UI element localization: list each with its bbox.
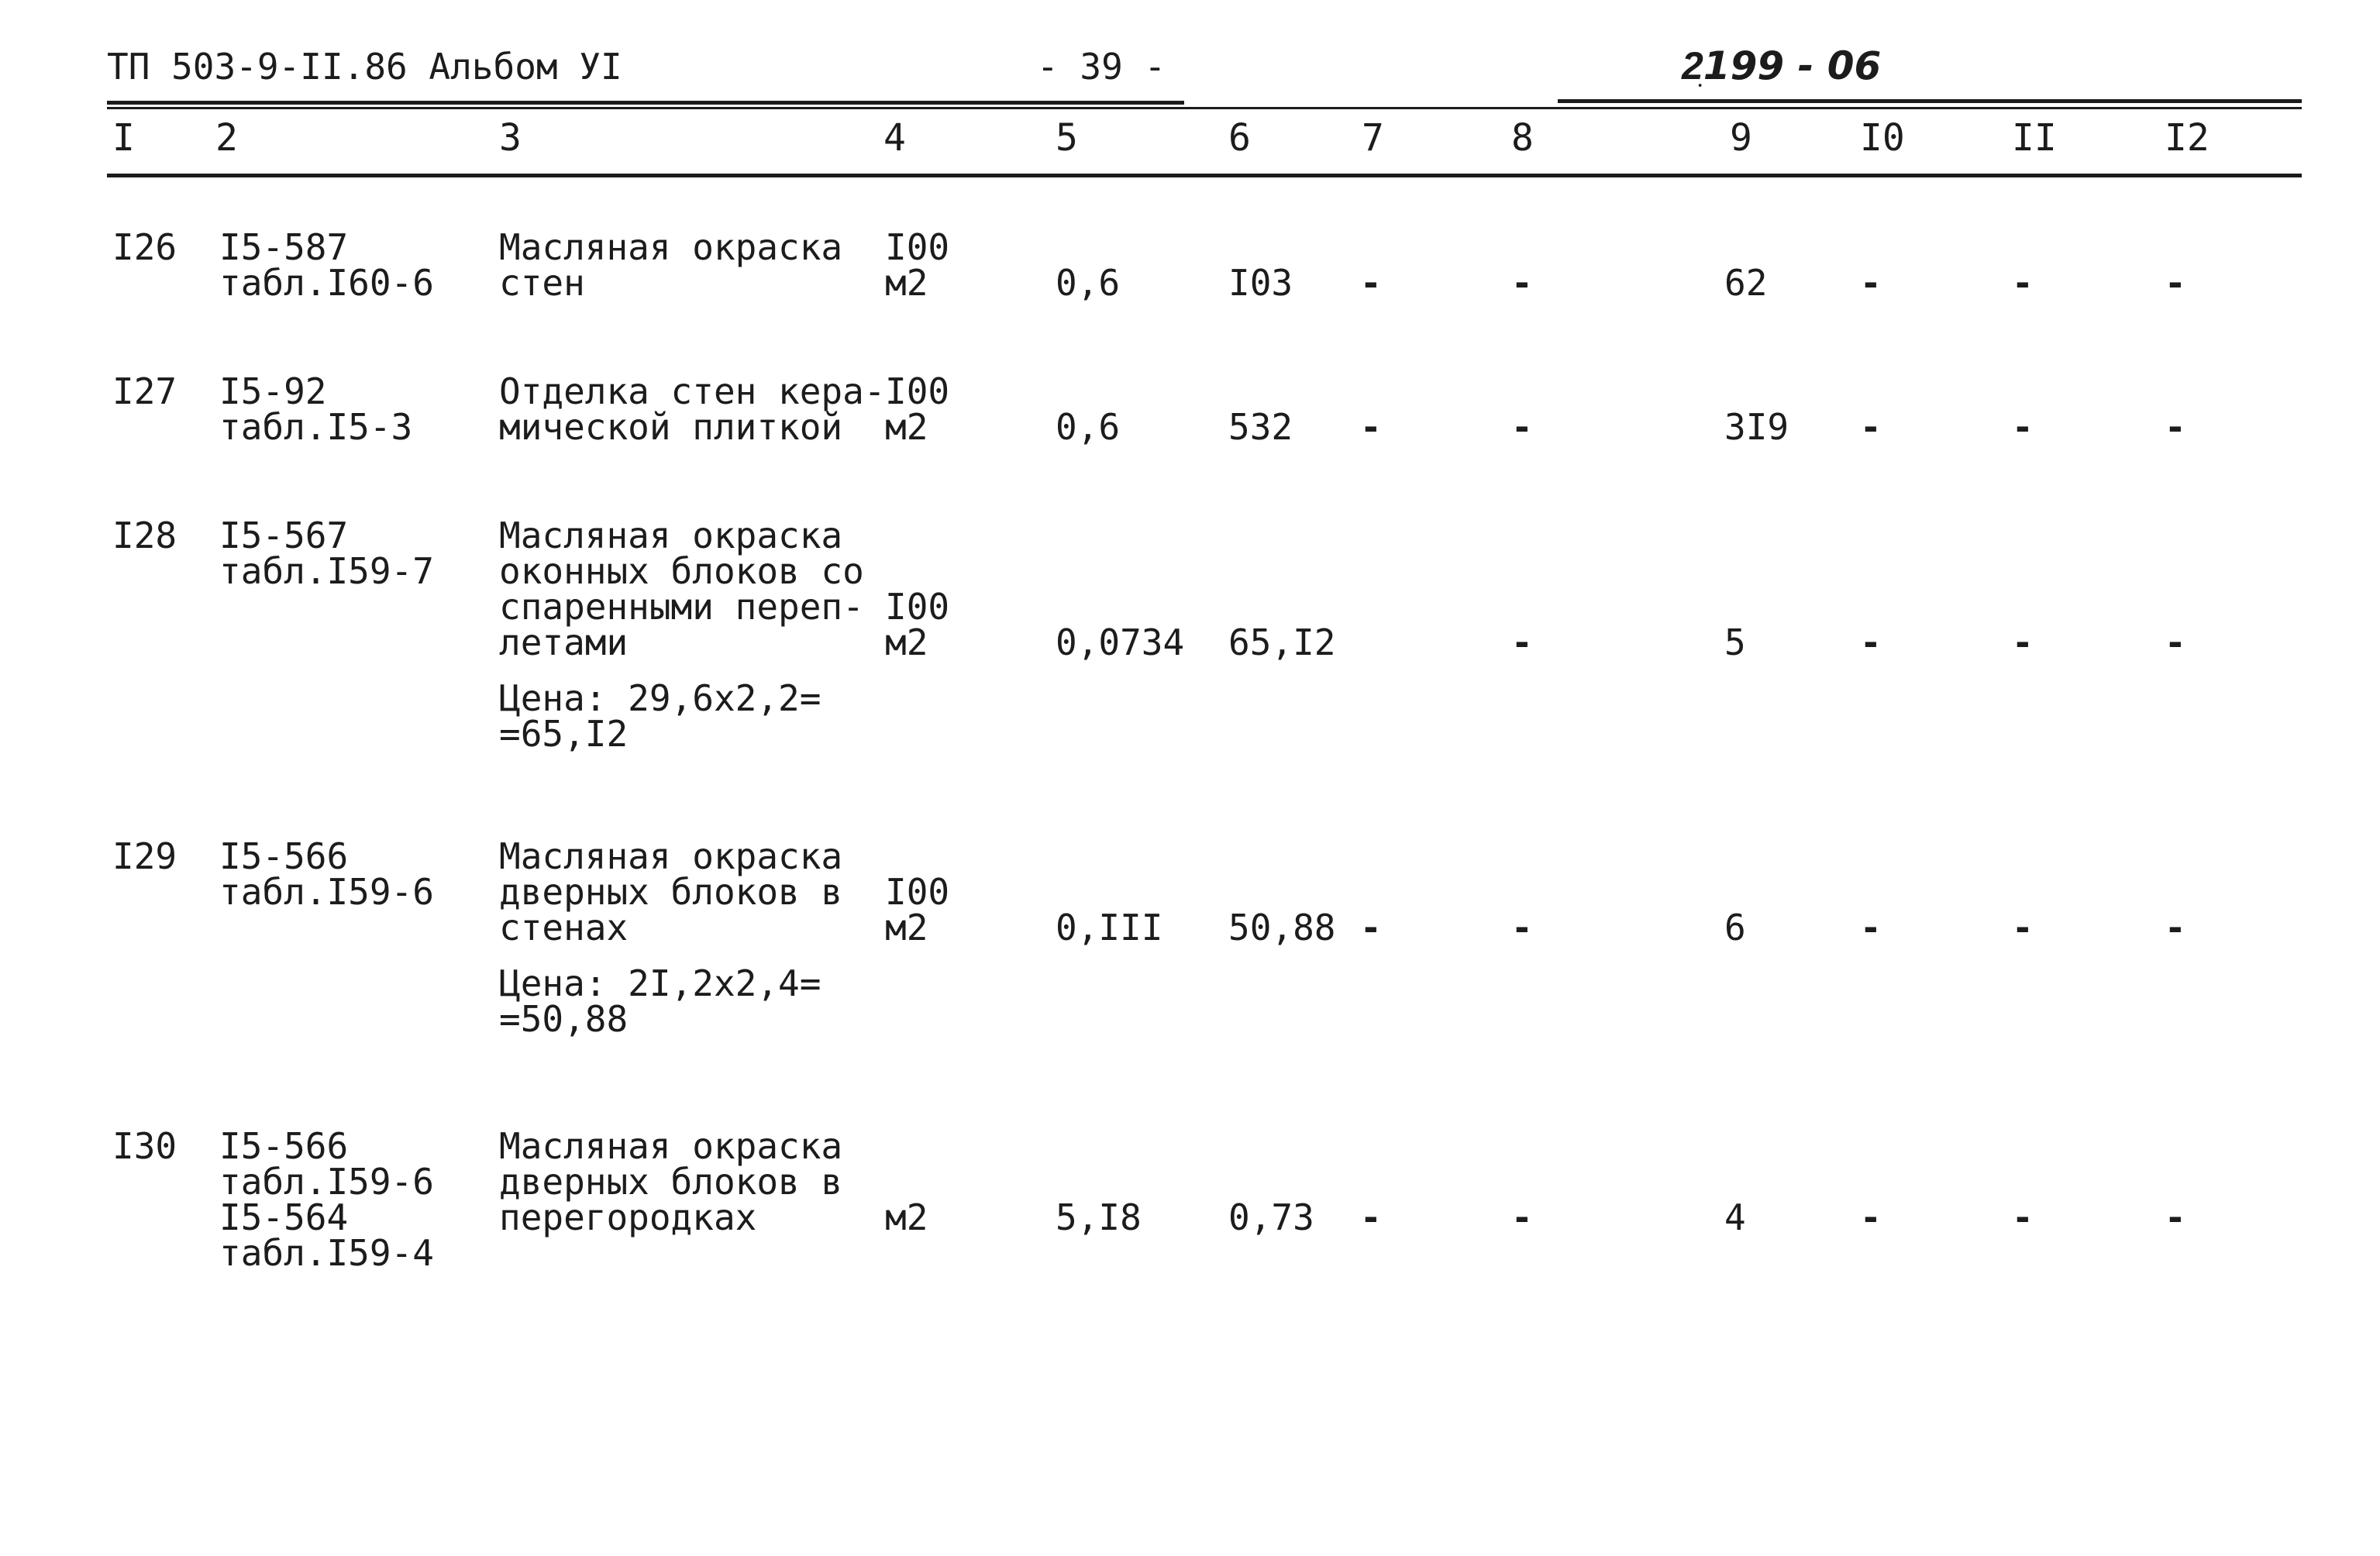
row-number: I28 bbox=[112, 515, 177, 556]
norm-code: табл.I59-6 bbox=[219, 1161, 434, 1203]
unit-measure: I00 bbox=[885, 370, 950, 412]
column-11-value: - bbox=[2012, 621, 2034, 663]
quantity: 0,III bbox=[1056, 907, 1163, 948]
norm-code: I5-564 bbox=[219, 1196, 349, 1238]
price-note: Цена: 29,6х2,2= bbox=[499, 677, 821, 719]
row-number: I29 bbox=[112, 835, 177, 877]
column-8-value: - bbox=[1511, 907, 1533, 948]
unit-measure: м2 bbox=[885, 1196, 928, 1238]
handwritten-stamp: 2ׅ199 - 06 bbox=[1682, 43, 1882, 88]
doc-code: ТП 503-9-II.86 Альбом УI bbox=[107, 46, 622, 88]
column-11-value: - bbox=[2012, 1196, 2034, 1238]
work-description: Масляная окраска bbox=[499, 226, 843, 268]
column-10-value: - bbox=[1860, 907, 1882, 948]
column-9-value: 3I9 bbox=[1724, 406, 1789, 448]
unit-measure: I00 bbox=[885, 586, 950, 628]
column-9-value: 4 bbox=[1724, 1196, 1746, 1238]
column-8-value: - bbox=[1511, 621, 1533, 663]
page-number: - 39 - bbox=[1037, 46, 1166, 88]
column-10-value: - bbox=[1860, 262, 1882, 304]
column-8-value: - bbox=[1511, 406, 1533, 448]
column-number-10: I0 bbox=[1860, 116, 1905, 160]
column-number-5: 5 bbox=[1056, 116, 1078, 160]
row-number: I26 bbox=[112, 226, 177, 268]
header-rule-thin bbox=[107, 107, 2302, 109]
norm-code: I5-566 bbox=[219, 1125, 349, 1167]
quantity: 0,0734 bbox=[1056, 621, 1185, 663]
column-number-6: 6 bbox=[1228, 116, 1251, 160]
quantity: 0,6 bbox=[1056, 406, 1121, 448]
norm-code: I5-587 bbox=[219, 226, 349, 268]
column-8-value: - bbox=[1511, 262, 1533, 304]
column-9-value: 6 bbox=[1724, 907, 1746, 948]
norm-code: табл.I59-6 bbox=[219, 871, 434, 913]
column-7-value: - bbox=[1360, 406, 1382, 448]
norm-code: табл.I60-6 bbox=[219, 262, 434, 304]
price-note: =65,I2 bbox=[499, 713, 629, 755]
unit-measure: м2 bbox=[885, 907, 928, 948]
column-12-value: - bbox=[2165, 262, 2186, 304]
work-description: стенах bbox=[499, 907, 629, 948]
quantity: 0,6 bbox=[1056, 262, 1121, 304]
column-7-value: - bbox=[1360, 1196, 1382, 1238]
work-description: Масляная окраска bbox=[499, 1125, 843, 1167]
work-description: Масляная окраска bbox=[499, 515, 843, 556]
work-description: летами bbox=[499, 621, 629, 663]
norm-code: табл.I5-3 bbox=[219, 406, 413, 448]
header-rule-left bbox=[107, 101, 1184, 105]
column-10-value: - bbox=[1860, 406, 1882, 448]
unit-measure: I00 bbox=[885, 871, 950, 913]
column-number-3: 3 bbox=[499, 116, 522, 160]
column-number-4: 4 bbox=[883, 116, 906, 160]
column-number-8: 8 bbox=[1511, 116, 1534, 160]
column-number-1: I bbox=[112, 116, 135, 160]
row-number: I30 bbox=[112, 1125, 177, 1167]
column-number-11: II bbox=[2012, 116, 2057, 160]
column-10-value: - bbox=[1860, 1196, 1882, 1238]
norm-code: I5-566 bbox=[219, 835, 349, 877]
column-8-value: - bbox=[1511, 1196, 1533, 1238]
work-description: Отделка стен кера- bbox=[499, 370, 886, 412]
column-number-7: 7 bbox=[1362, 116, 1384, 160]
column-9-value: 5 bbox=[1724, 621, 1746, 663]
column-number-2: 2 bbox=[215, 116, 238, 160]
column-12-value: - bbox=[2165, 1196, 2186, 1238]
work-description: Масляная окраска bbox=[499, 835, 843, 877]
column-number-9: 9 bbox=[1730, 116, 1752, 160]
column-10-value: - bbox=[1860, 621, 1882, 663]
work-description: перегородках bbox=[499, 1196, 757, 1238]
work-description: спаренными переп- bbox=[499, 586, 864, 628]
column-7-value: - bbox=[1360, 262, 1382, 304]
column-7-value: - bbox=[1360, 907, 1382, 948]
unit-cost: 0,73 bbox=[1228, 1196, 1314, 1238]
work-description: дверных блоков в bbox=[499, 871, 843, 913]
row-number: I27 bbox=[112, 370, 177, 412]
norm-code: табл.I59-7 bbox=[219, 550, 434, 592]
unit-measure: I00 bbox=[885, 226, 950, 268]
price-note: Цена: 2I,2х2,4= bbox=[499, 962, 821, 1004]
work-description: оконных блоков со bbox=[499, 550, 864, 592]
work-description: дверных блоков в bbox=[499, 1161, 843, 1203]
unit-cost: 65,I2 bbox=[1228, 621, 1336, 663]
unit-cost: 50,88 bbox=[1228, 907, 1336, 948]
column-11-value: - bbox=[2012, 262, 2034, 304]
unit-measure: м2 bbox=[885, 621, 928, 663]
work-description: стен bbox=[499, 262, 585, 304]
column-11-value: - bbox=[2012, 406, 2034, 448]
column-12-value: - bbox=[2165, 621, 2186, 663]
header-rule-right bbox=[1558, 99, 2302, 103]
column-header-rule bbox=[107, 174, 2302, 177]
column-number-12: I2 bbox=[2165, 116, 2210, 160]
unit-measure: м2 bbox=[885, 406, 928, 448]
column-12-value: - bbox=[2165, 907, 2186, 948]
quantity: 5,I8 bbox=[1056, 1196, 1142, 1238]
norm-code: табл.I59-4 bbox=[219, 1232, 434, 1274]
work-description: мической плиткой bbox=[499, 406, 843, 448]
unit-cost: I03 bbox=[1228, 262, 1293, 304]
column-9-value: 62 bbox=[1724, 262, 1768, 304]
price-note: =50,88 bbox=[499, 998, 629, 1040]
norm-code: I5-92 bbox=[219, 370, 327, 412]
unit-cost: 532 bbox=[1228, 406, 1293, 448]
norm-code: I5-567 bbox=[219, 515, 349, 556]
unit-measure: м2 bbox=[885, 262, 928, 304]
column-11-value: - bbox=[2012, 907, 2034, 948]
column-12-value: - bbox=[2165, 406, 2186, 448]
